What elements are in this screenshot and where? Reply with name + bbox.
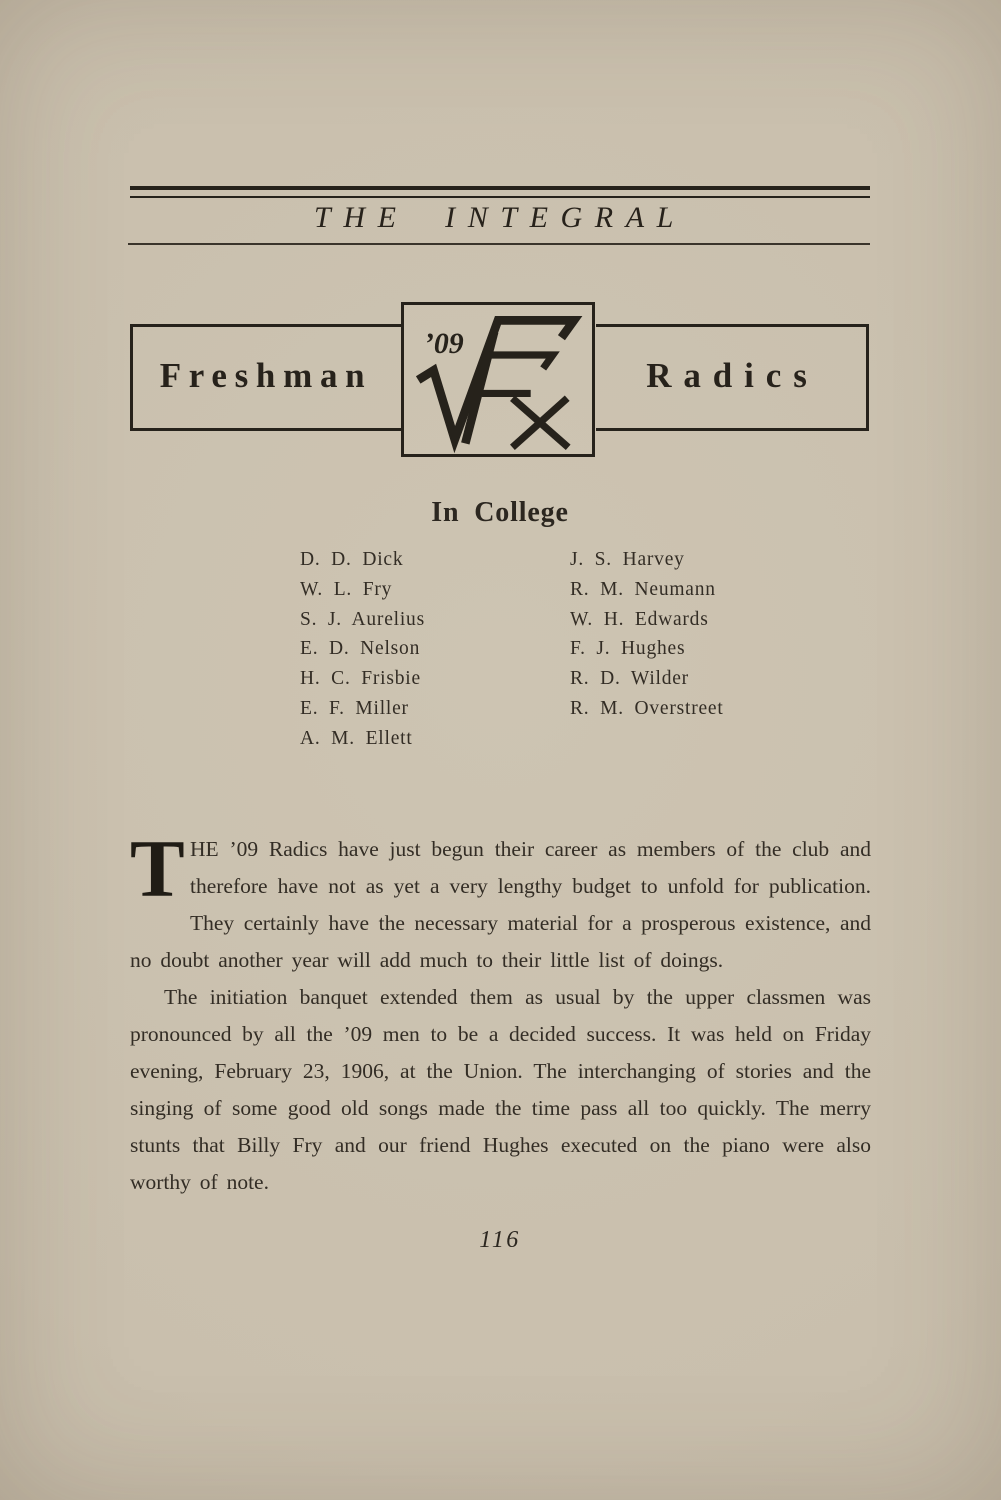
club-emblem bbox=[401, 302, 595, 457]
roster-heading: In College bbox=[431, 497, 569, 528]
roster-member: F. J. Hughes bbox=[570, 638, 686, 660]
paragraph-1-text: HE ’09 Radics have just begun their career as members of the club and therefore have not as yet a very lengthy budget to unfold for publication. They certainly have the necessary material for a prosperous existence, and no doubt another year will add much to their little list of doings. bbox=[130, 837, 871, 972]
banner-bracket-left-top bbox=[130, 324, 402, 327]
article-paragraph-2: The initiation banquet extended them as usual by the upper classmen was pronounced by all the ’09 men to be a decided success. It was held on Friday evening, February 23, 1906, at the Union. The interchanging of stories and the singing of some good old songs made the time pass all too quickly. The merry stunts that Billy Fry and our friend Hughes executed on the piano were also worthy of note. bbox=[130, 985, 871, 1194]
banner-label-radics: Radics bbox=[646, 356, 819, 395]
article-paragraph-1 bbox=[130, 823, 871, 979]
page-title: THE INTEGRAL bbox=[314, 201, 686, 234]
header-rule-bottom bbox=[128, 243, 870, 245]
radical-monogram-icon bbox=[404, 305, 592, 454]
banner-label-freshman: Freshman bbox=[159, 356, 373, 395]
roster-member: W. H. Edwards bbox=[570, 608, 709, 630]
header-rule-thin bbox=[130, 196, 870, 198]
roster-member: S. J. Aurelius bbox=[300, 608, 425, 630]
banner-bracket-right-bottom bbox=[596, 428, 869, 431]
roster-member: D. D. Dick bbox=[300, 549, 404, 570]
roster-member: R. M. Neumann bbox=[570, 578, 716, 600]
page-number: 116 bbox=[479, 1227, 521, 1253]
roster-member: E. D. Nelson bbox=[300, 638, 421, 660]
drop-cap: T bbox=[130, 823, 185, 914]
emblem-year-label: ’09 bbox=[423, 327, 464, 361]
roster-member: R. M. Overstreet bbox=[570, 697, 724, 719]
roster-member: H. C. Frisbie bbox=[300, 668, 421, 690]
header-rule-thick bbox=[130, 186, 870, 190]
roster-member: W. L. Fry bbox=[300, 578, 393, 600]
roster-right-column bbox=[570, 549, 724, 728]
roster-member: E. F. Miller bbox=[300, 697, 409, 719]
banner-bracket-right-top bbox=[596, 324, 869, 327]
banner-bracket-left-bottom bbox=[130, 428, 402, 431]
roster-member: J. S. Harvey bbox=[570, 549, 685, 570]
article-body bbox=[130, 823, 871, 1201]
roster-left-column bbox=[300, 549, 425, 758]
roster-member: A. M. Ellett bbox=[300, 727, 413, 749]
roster-member: R. D. Wilder bbox=[570, 668, 689, 690]
